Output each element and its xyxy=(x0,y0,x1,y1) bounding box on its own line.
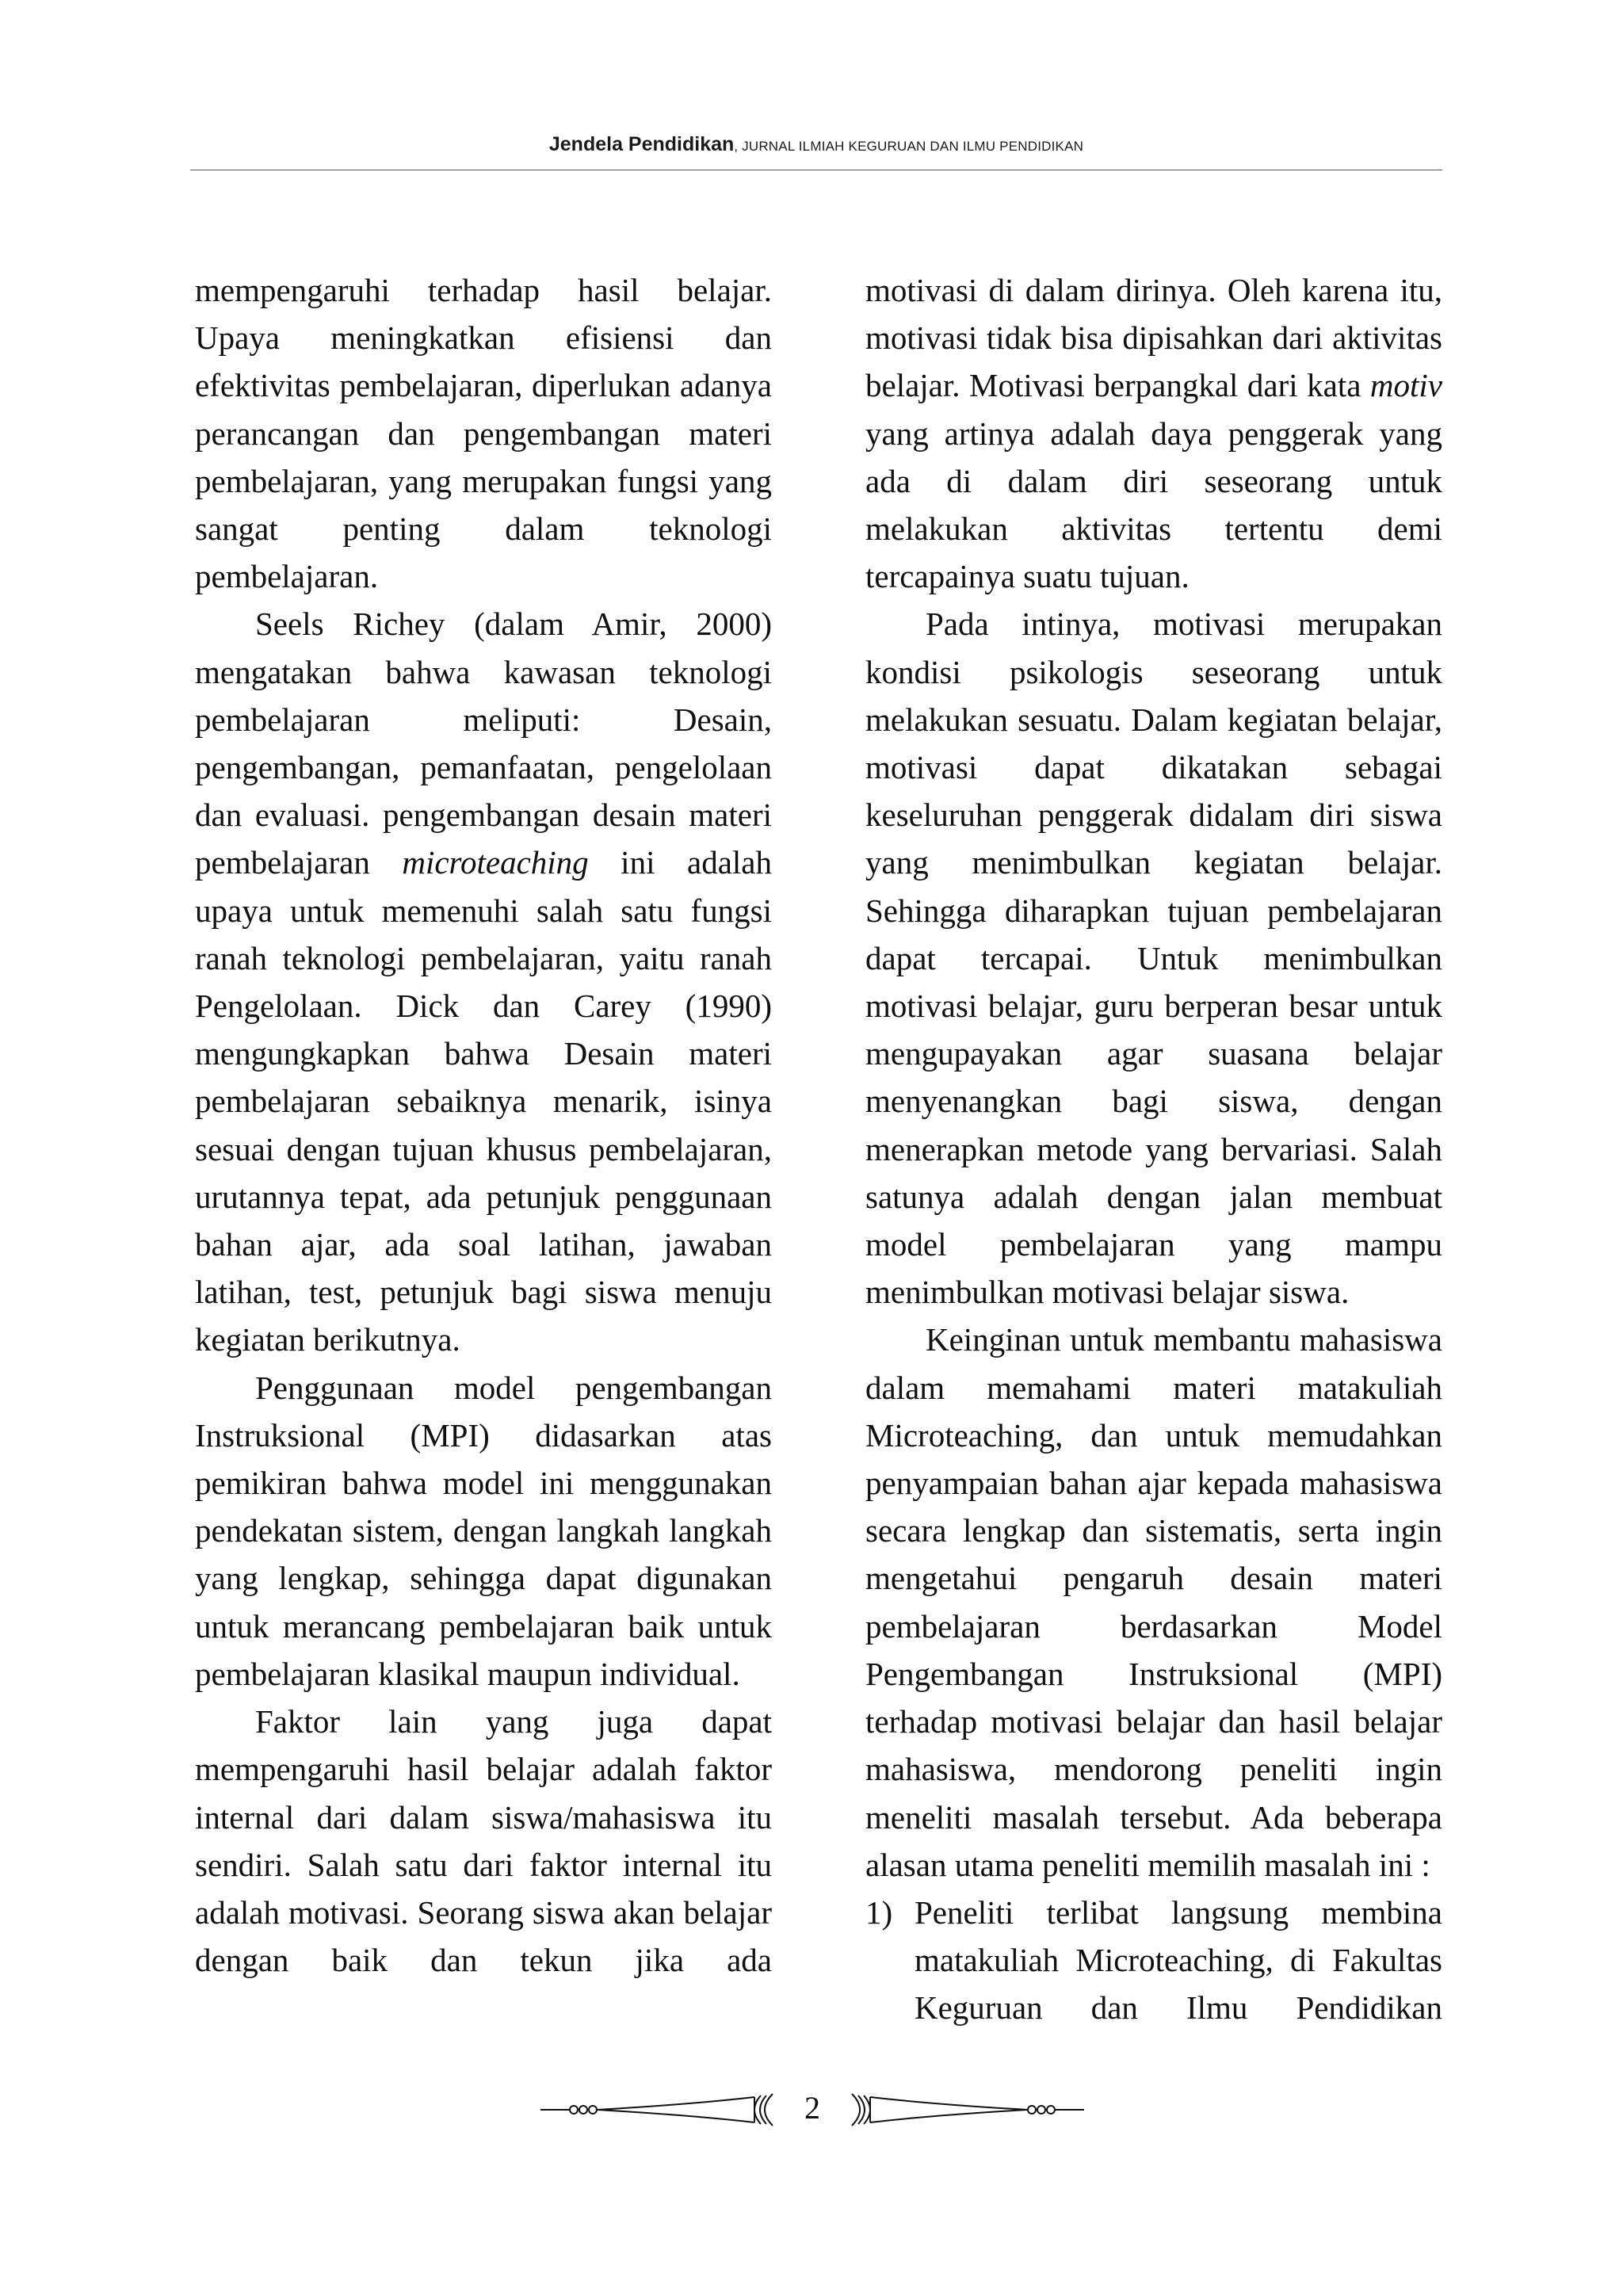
journal-subtitle: , JURNAL ILMIAH KEGURUAN DAN ILMU PENDIDIKAN xyxy=(734,139,1084,154)
running-header xyxy=(190,133,1442,156)
list-item-text: Peneliti terlibat langsung membina matakuliah Microteaching, di Fakultas Keguruan dan Ilmu Pendidikan xyxy=(915,1893,1442,2027)
paragraph xyxy=(195,600,772,1363)
paragraph: Penggunaan model pengembangan Instruksional (MPI) didasarkan atas pemikiran bahwa model ini menggunakan pendekatan sistem, dengan langkah langkah yang lengkap, sehingga dapat digunakan untuk merancang pembelajaran baik untuk pembelajaran klasikal maupun individual. xyxy=(195,1369,772,1692)
right-column xyxy=(865,266,1442,2032)
page-number: 2 xyxy=(804,2090,820,2126)
paragraph-text: motivasi di dalam dirinya. Oleh karena itu, motivasi tidak bisa dipisahkan dari aktivitas belajar. Motivasi berpangkal dari kata xyxy=(865,272,1442,404)
paragraph: mempengaruhi terhadap hasil belajar. Upaya meningkatkan efisiensi dan efektivitas pembelajaran, diperlukan adanya perancangan dan pengembangan materi pembelajaran, yang merupakan fungsi yang sangat penting dalam teknologi pembelajaran. xyxy=(195,272,772,595)
reasons-list xyxy=(865,1889,1442,2032)
italic-term: motiv xyxy=(1369,367,1442,404)
paragraph-text: Seels Richey (dalam Amir, 2000) mengatakan bahwa kawasan teknologi pembelajaran meliputi: Desain, pengembangan, pemanfaatan, pengelolaan dan evaluasi. pengembangan desain materi pembelajaran xyxy=(195,606,772,881)
italic-term: microteaching xyxy=(402,844,589,881)
paragraph: Pada intinya, motivasi merupakan kondisi psikologis seseorang untuk melakukan sesuatu. Dalam kegiatan belajar, motivasi dapat dikatakan sebagai keseluruhan penggerak didalam diri siswa yang menimbulkan kegiatan belajar. Sehingga diharapkan tujuan pembelajaran dapat tercapai. Untuk menimbulkan motivasi belajar, guru berperan besar untuk mengupayakan agar suasana belajar menyenangkan bagi siswa, dengan menerapkan metode yang bervariasi. Salah satunya adalah dengan jalan membuat model pembelajaran yang mampu menimbulkan motivasi belajar siswa. xyxy=(865,606,1442,1311)
list-item-number: 1) xyxy=(865,1893,893,1931)
paragraph: Faktor lain yang juga dapat mempengaruhi hasil belajar adalah faktor internal dari dalam siswa/mahasiswa itu sendiri. Salah satu dari faktor internal itu adalah motivasi. Seorang siswa akan belajar dengan baik dan tekun jika ada xyxy=(195,1703,772,1979)
left-column xyxy=(195,266,772,1984)
page-footer xyxy=(523,2086,1102,2134)
list-item xyxy=(865,1889,1442,2032)
paragraph-text: yang artinya adalah daya penggerak yang ada di dalam diri seseorang untuk melakukan aktivitas tertentu demi tercapainya suatu tujuan. xyxy=(865,415,1442,595)
journal-name: Jendela Pendidikan xyxy=(548,133,735,155)
paragraph: Keinginan untuk membantu mahasiswa dalam memahami materi matakuliah Microteaching, dan untuk memudahkan penyampaian bahan ajar kepada mahasiswa secara lengkap dan sistematis, serta ingin mengetahui pengaruh desain materi pembelajaran berdasarkan Model Pengembangan Instruksional (MPI) terhadap motivasi belajar dan hasil belajar mahasiswa, mendorong peneliti ingin meneliti masalah tersebut. Ada beberapa alasan utama peneliti memilih masalah ini : xyxy=(865,1321,1442,1883)
paragraph xyxy=(865,266,1442,600)
paragraph-text: ini adalah upaya untuk memenuhi salah satu fungsi ranah teknologi pembelajaran, yaitu ranah Pengelolaan. Dick dan Carey (1990) mengungkapkan bahwa Desain materi pembelajaran sebaiknya menarik, isinya sesuai dengan tujuan khusus pembelajaran, urutannya tepat, ada petunjuk penggunaan bahan ajar, ada soal latihan, jawaban latihan, test, petunjuk bagi siswa menuju kegiatan berikutnya. xyxy=(195,844,772,1358)
